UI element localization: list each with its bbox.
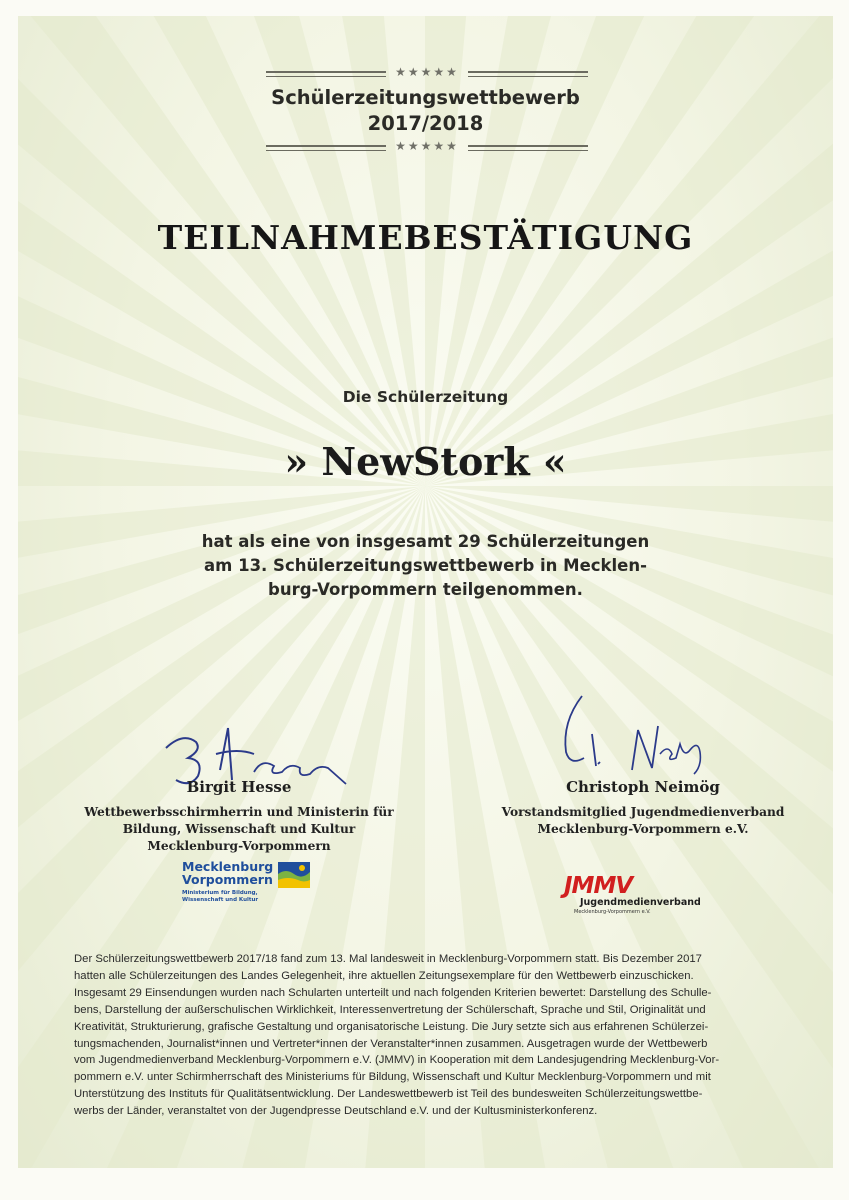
footer-line: Kreativität, Strukturierung, grafische Gestaltung und organisatorische Leistung. Die Jury setzte sich aus erfahrenen Schülerzei-	[74, 1020, 709, 1033]
ornament-rule-right	[468, 145, 588, 151]
main-title: TEILNAHMEBESTÄTIGUNG	[157, 218, 694, 257]
signatory-name: Christoph Neimög	[566, 778, 720, 796]
footer-description	[74, 951, 782, 1120]
signatory-role-line: Mecklenburg-Vorpommern	[147, 839, 331, 853]
intro-text: Die Schülerzeitung	[342, 388, 509, 406]
footer-line: tungsmachenden, Journalist*innen und Vertreter*innen der Veranstalter*innen zusammen. Ausgetragen wurde der Wettbewerb	[74, 1037, 708, 1050]
mv-logo-subline: Ministerium für Bildung,	[182, 890, 258, 896]
footer-line: bens, Darstellung der außerschulischen Wirklichkeit, Interessenvertretung der Schülerschaft, Sprache und Stil, Originalität und	[74, 1003, 706, 1016]
footer-line: hatten alle Schülerzeitungen des Landes Gelegenheit, ihre aktuellen Zeitungsexemplare für den Wettbewerb einzuschicken.	[74, 969, 694, 982]
mv-logo-line: Mecklenburg	[182, 859, 274, 874]
signatory-role	[64, 804, 414, 855]
mv-logo-wordmark	[182, 860, 273, 886]
footer-line: vom Jugendmedienverband Mecklenburg-Vorpommern e.V. (JMMV) in Kooperation mit dem Landesjugendring Mecklenburg-Vor-	[74, 1054, 720, 1067]
signatory-role-line: Wettbewerbsschirmherrin und Ministerin für	[84, 805, 394, 819]
jmmv-logo-mark: JMMV	[564, 873, 633, 899]
signatory-role-line: Vorstandsmitglied Jugendmedienverband	[501, 805, 785, 819]
competition-year: 2017/2018	[367, 112, 484, 135]
jmmv-logo-text: Jugendmedienverband	[580, 897, 701, 908]
footer-line: Insgesamt 29 Einsendungen wurden nach Schularten unterteilt und nach folgenden Kriterien bewertet: Darstellung des Schulle-	[74, 986, 712, 999]
mv-flag-icon	[278, 862, 310, 888]
statement-line: hat als eine von insgesamt 29 Schülerzeitungen	[201, 532, 650, 551]
competition-title: Schülerzeitungswettbewerb	[271, 86, 580, 109]
mv-logo-subline: Wissenschaft und Kultur	[182, 897, 259, 903]
jmmv-logo	[564, 874, 714, 918]
footer-line: werbs der Länder, veranstaltet von der Jugendpresse Deutschland e.V. und der Kultusministerkonferenz.	[74, 1105, 598, 1118]
jmmv-logo-subtext: Mecklenburg-Vorpommern e.V.	[574, 909, 651, 915]
mv-logo-subtitle	[182, 890, 258, 904]
signatory-role-line: Mecklenburg-Vorpommern e.V.	[537, 822, 749, 836]
signatory-role-line: Bildung, Wissenschaft und Kultur	[122, 822, 356, 836]
newspaper-name: » NewStork «	[284, 439, 567, 484]
footer-line: pommern e.V. unter Schirmherrschaft des Ministeriums für Bildung, Wissenschaft und Kultur Mecklenburg-Vorpommern und mit	[74, 1071, 711, 1084]
ornament-rule-right	[468, 71, 588, 77]
footer-line: Der Schülerzeitungswettbewerb 2017/18 fand zum 13. Mal landesweit in Mecklenburg-Vorpommern statt. Bis Dezember 2017	[74, 953, 702, 965]
signatory-role	[458, 804, 828, 838]
ornament-stars: ★★★★★	[395, 65, 459, 79]
signatory-name: Birgit Hesse	[186, 778, 292, 796]
statement	[18, 530, 833, 602]
mv-logo-line: Vorpommern	[182, 872, 273, 887]
ornament-stars: ★★★★★	[395, 139, 459, 153]
footer-line: Unterstützung des Instituts für Qualitätsentwicklung. Der Landeswettbewerb ist Teil des bundesweiten Schülerzeitungswettbe-	[74, 1088, 703, 1101]
signature-neimoeg	[548, 682, 728, 782]
statement-line: burg-Vorpommern teilgenommen.	[268, 580, 583, 599]
header-ornament-top	[266, 65, 588, 82]
mv-ministry-logo	[182, 860, 312, 910]
header-ornament-bottom	[266, 139, 588, 156]
certificate-sheet	[18, 16, 833, 1168]
statement-line: am 13. Schülerzeitungswettbewerb in Mecklen-	[204, 556, 647, 575]
